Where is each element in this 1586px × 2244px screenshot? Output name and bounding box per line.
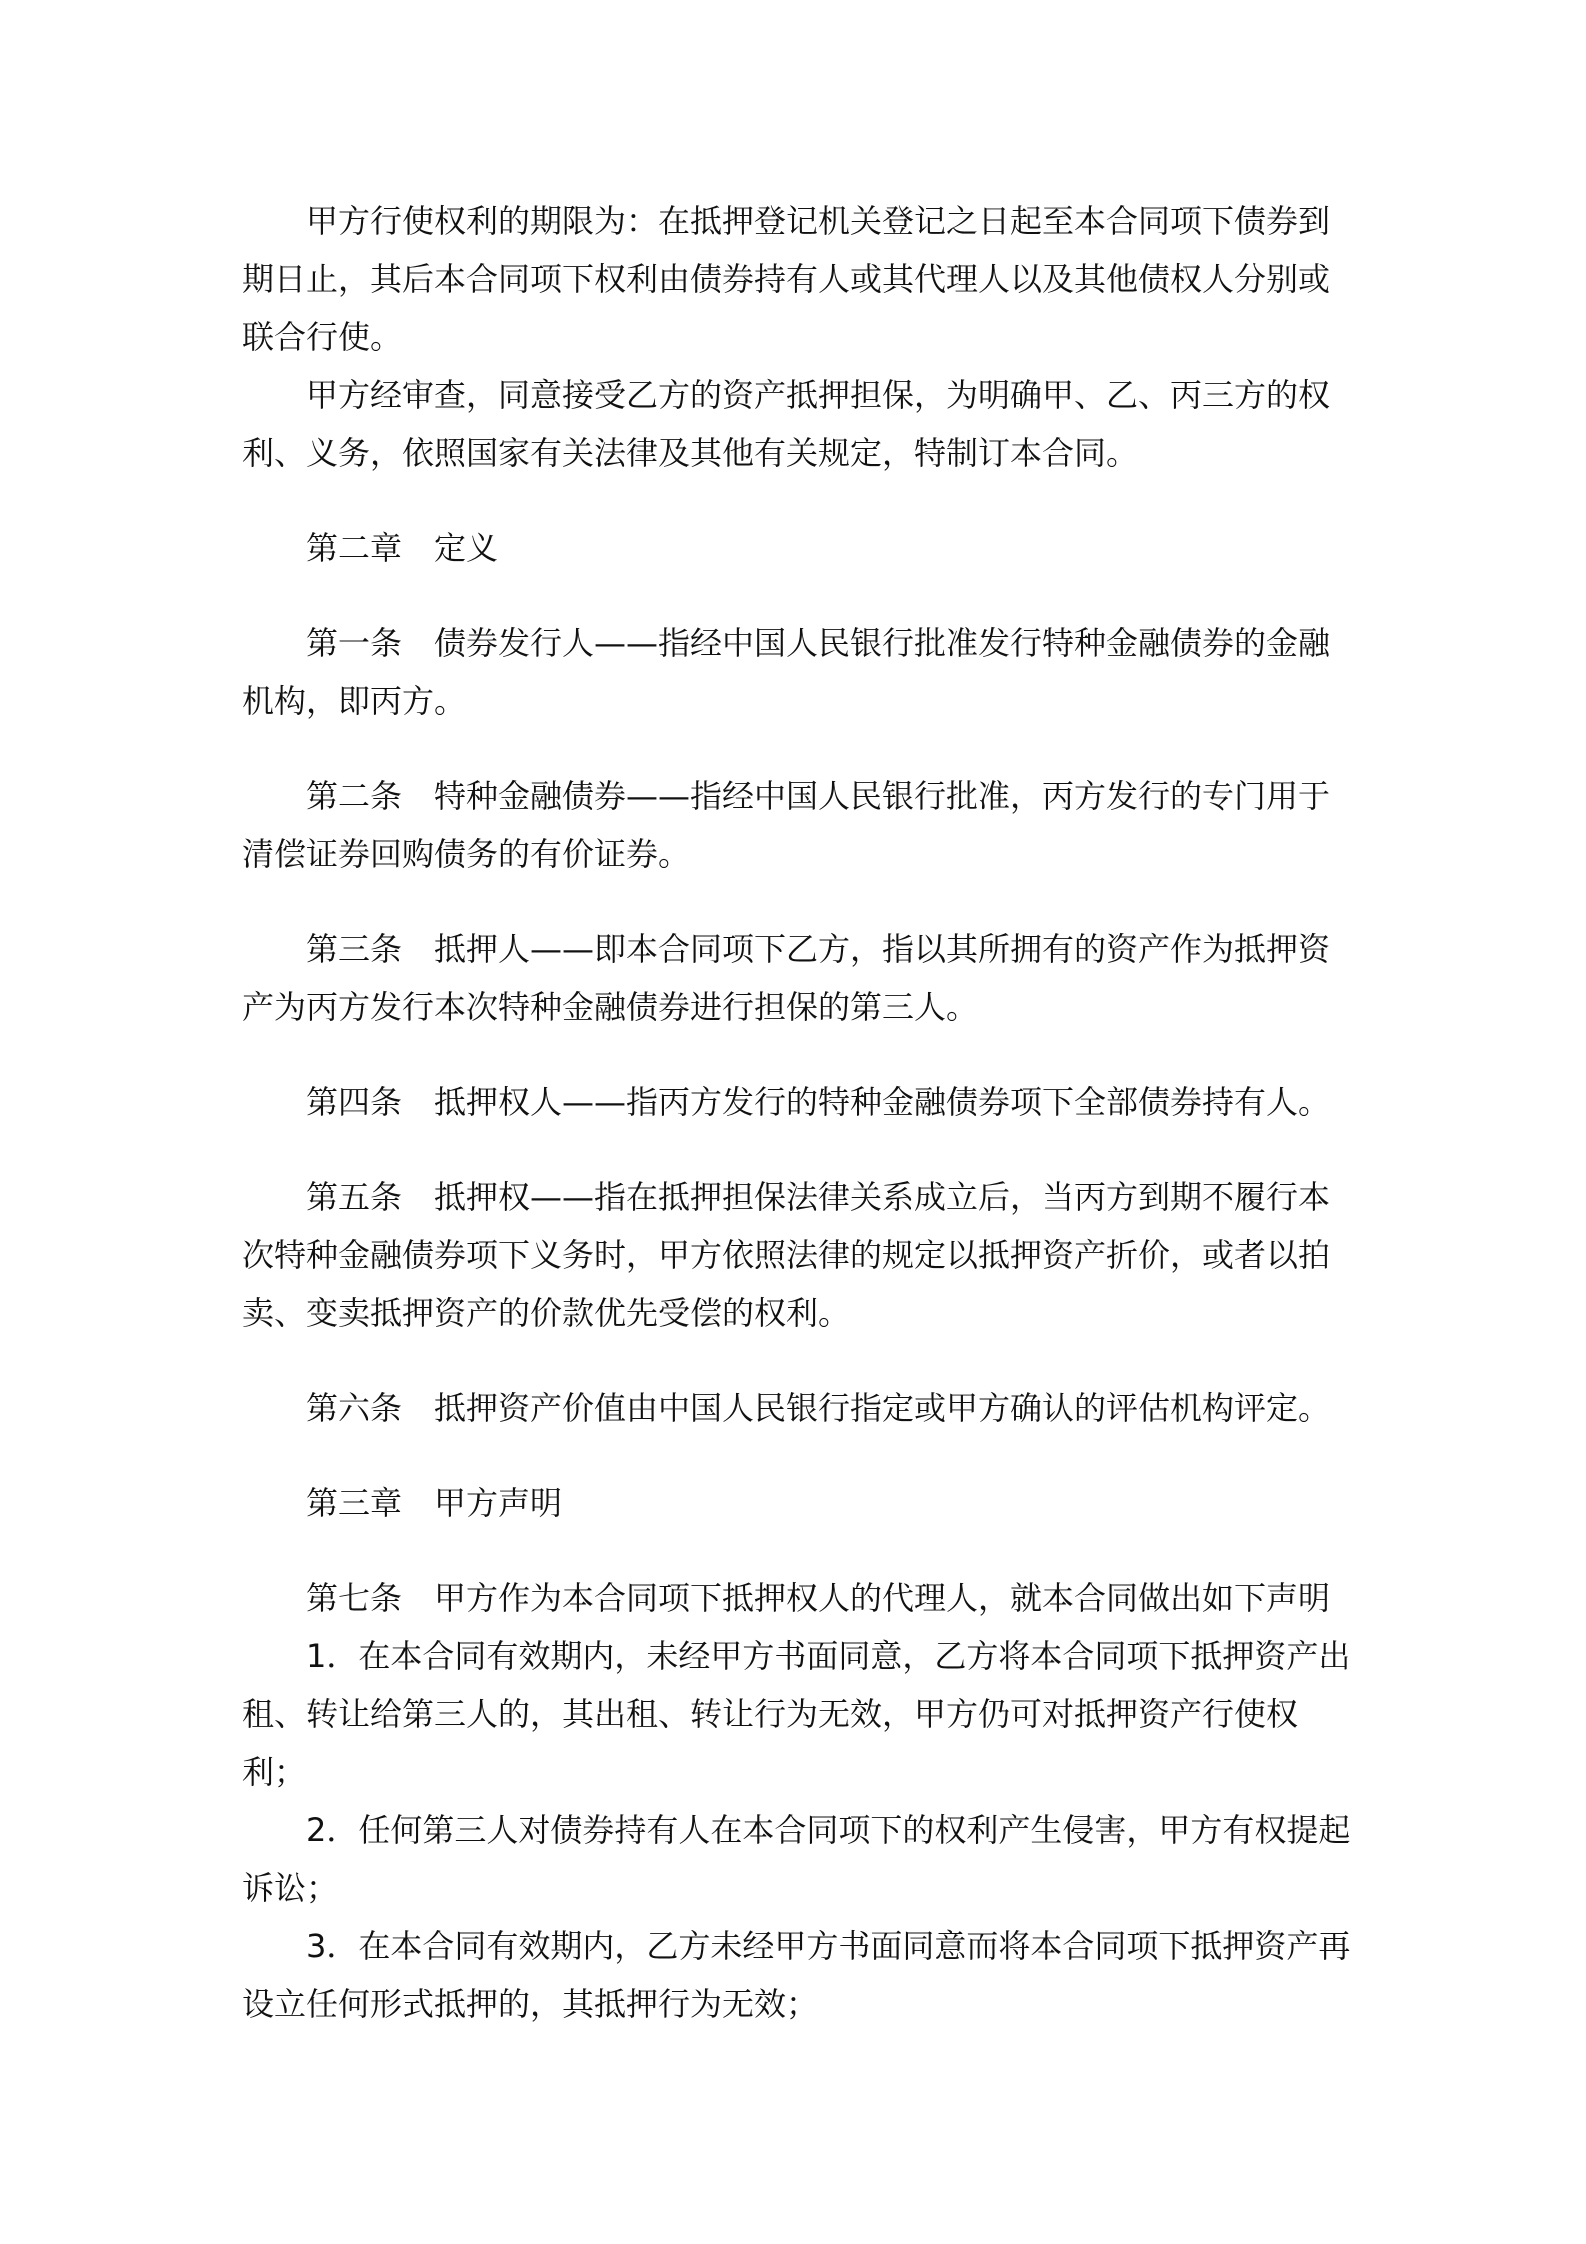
declaration-item-3: 3．在本合同有效期内，乙方未经甲方书面同意而将本合同项下抵押资产再设立任何形式抵押的，其抵押行为无效； xyxy=(242,1927,1351,2023)
chapter-2-number: 第二章 xyxy=(306,529,403,567)
declaration-item-2: 2．任何第三人对债券持有人在本合同项下的权利产生侵害，甲方有权提起诉讼； xyxy=(242,1811,1351,1907)
article-4-text: 抵押权人——指丙方发行的特种金融债券项下全部债券持有人。 xyxy=(434,1083,1331,1121)
article-6-text: 抵押资产价值由中国人民银行指定或甲方确认的评估机构评定。 xyxy=(434,1389,1331,1427)
article-3-text: 抵押人——即本合同项下乙方，指以其所拥有的资产作为抵押资产为丙方发行本次特种金融债券进行担保的第三人。 xyxy=(242,930,1331,1026)
chapter-2-title: 定义 xyxy=(434,529,499,567)
article-1-text: 债券发行人——指经中国人民银行批准发行特种金融债券的金融机构，即丙方。 xyxy=(242,624,1331,720)
chapter-3-heading xyxy=(242,1474,1352,1532)
intro-paragraph-2: 甲方经审查，同意接受乙方的资产抵押担保，为明确甲、乙、丙三方的权利、义务，依照国家有关法律及其他有关规定，特制订本合同。 xyxy=(242,376,1331,472)
chapter-3-title: 甲方声明 xyxy=(434,1484,563,1522)
chapter-2-heading xyxy=(242,519,1352,577)
article-5 xyxy=(242,1168,1352,1342)
article-7-number: 第七条 xyxy=(306,1579,403,1617)
article-1-number: 第一条 xyxy=(306,624,403,662)
article-1 xyxy=(242,614,1352,730)
article-6-number: 第六条 xyxy=(306,1389,403,1427)
article-7-text: 甲方作为本合同项下抵押权人的代理人，就本合同做出如下声明 xyxy=(434,1579,1331,1617)
article-5-text: 抵押权——指在抵押担保法律关系成立后，当丙方到期不履行本次特种金融债券项下义务时，甲方依照法律的规定以抵押资产折价，或者以拍卖、变卖抵押资产的价款优先受偿的权利。 xyxy=(242,1178,1331,1332)
article-4-number: 第四条 xyxy=(306,1083,403,1121)
article-2-number: 第二条 xyxy=(306,777,403,815)
document-body xyxy=(242,192,1352,2033)
chapter-3-number: 第三章 xyxy=(306,1484,403,1522)
intro-paragraph-1: 甲方行使权利的期限为：在抵押登记机关登记之日起至本合同项下债券到期日止，其后本合同项下权利由债券持有人或其代理人以及其他债权人分别或联合行使。 xyxy=(242,202,1331,356)
article-5-number: 第五条 xyxy=(306,1178,403,1216)
article-6 xyxy=(242,1379,1352,1437)
article-2 xyxy=(242,767,1352,883)
article-2-text: 特种金融债券——指经中国人民银行批准，丙方发行的专门用于清偿证券回购债务的有价证券。 xyxy=(242,777,1331,873)
article-4 xyxy=(242,1073,1352,1131)
article-3 xyxy=(242,920,1352,1036)
article-7 xyxy=(242,1569,1352,1627)
article-3-number: 第三条 xyxy=(306,930,403,968)
declaration-item-1: 1．在本合同有效期内，未经甲方书面同意，乙方将本合同项下抵押资产出租、转让给第三人的，其出租、转让行为无效，甲方仍可对抵押资产行使权利； xyxy=(242,1637,1351,1791)
